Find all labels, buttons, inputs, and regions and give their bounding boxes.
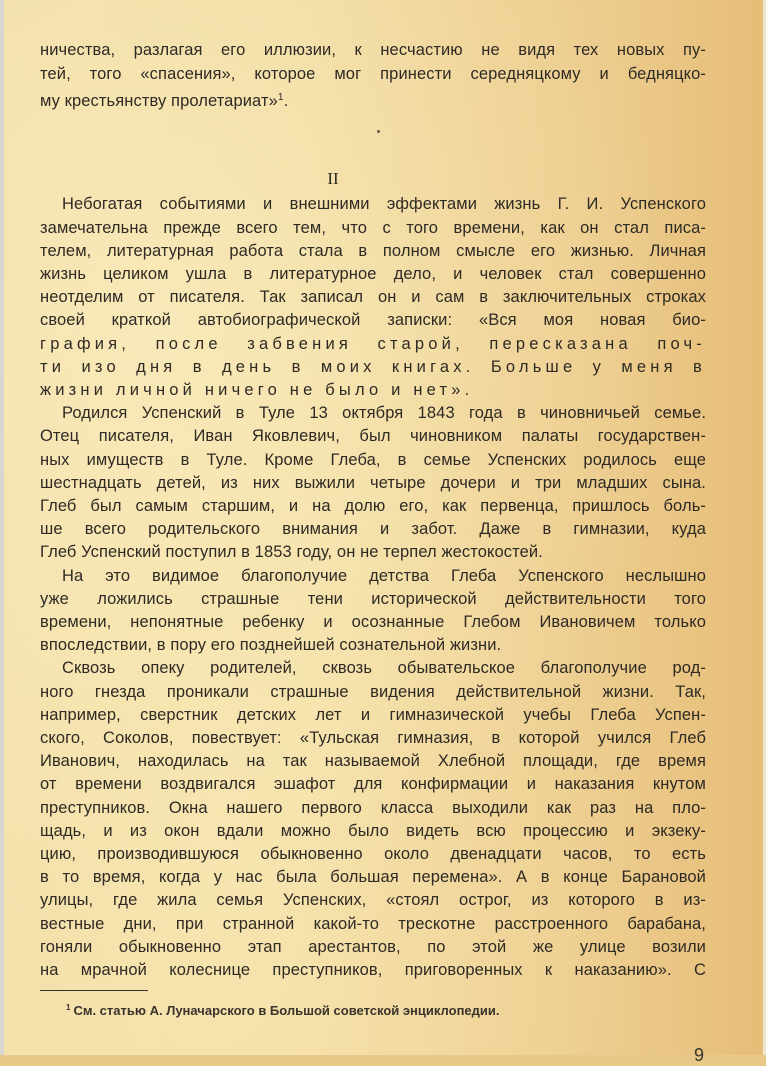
text-line: цию, производившуюся обыкновенно около двенадцати часов, то есть (40, 845, 706, 863)
text-line: Отец писателя, Иван Яковлевич, был чиновником палаты государствен- (40, 427, 706, 445)
text-line: графия, после забвения старой, пересказана поч- (40, 335, 706, 353)
text-line: ского, Соколов, повествует: «Тульская гимназия, в которой учился Глеб (40, 729, 706, 747)
text-line: впоследствии, в пору его позднейшей сознательной жизни. (40, 636, 502, 654)
text-line: улицы, где жила семья Успенских, «стоял острог, из которого в из- (40, 891, 706, 909)
page-number: 9 (694, 1045, 705, 1065)
text-line: преступников. Окна нашего первого класса выходили как раз на пло- (40, 799, 706, 817)
text-line: ше всего родительского внимания и забот. Даже в гимназии, куда (40, 520, 706, 538)
text-line: жизнь целиком ушла в литературное дело, и человек стал совершенно (40, 265, 706, 283)
text-line-content: му крестьянству пролетариат» (40, 92, 278, 110)
text-line: вестные дни, при странной какой-то трескотне расстроенного барабана, (40, 915, 706, 933)
text-line: например, сверстник детских лет и гимназической учебы Глеба Успен- (40, 706, 706, 724)
text-line: шестнадцать детей, из них выжили четыре дочери и три младших сына. (40, 474, 706, 492)
text-line: в то время, когда у нас была большая перемена». А в конце Барановой (40, 868, 706, 886)
text-line: ничества, разлагая его иллюзии, к несчастию не видя тех новых пу- (40, 41, 706, 59)
text-line: му крестьянству пролетариат»$^1$. (40, 92, 289, 110)
section-number: II (327, 169, 339, 188)
text-line: телем, литературная работа стала в полном смысле его жизнью. Личная (40, 242, 706, 260)
text-line: на мрачной колеснице преступников, приговоренных к наказанию». С (40, 961, 706, 979)
ink-speck (377, 130, 380, 133)
footnote (66, 1003, 500, 1018)
text-line: времени, непонятные ребенку и осознанные Глебом Ивановичем только (40, 613, 706, 631)
text-line: от времени воздвигался эшафот для конфирмации и наказания кнутом (40, 775, 706, 793)
text-line: ти изо дня в день в моих книгах. Больше у меня в (40, 358, 706, 376)
text-line: гоняли обыкновенно этап арестантов, по этой же улице возили (40, 938, 706, 956)
text-line: тей, того «спасения», которое мог принести середняцкому и бедняцко- (40, 65, 706, 83)
text-line: ного гнезда проникали страшные видения действительной жизни. Так, (40, 683, 706, 701)
text-line: Глеб был самым старшим, и на долю его, как первенца, пришлось боль- (40, 497, 706, 515)
footnote-text: См. статью А. Луначарского в Большой советской энциклопедии. (73, 1003, 500, 1018)
text-line: неотделим от писателя. Так записал он и сам в заключительных строках (40, 288, 706, 306)
text-line: Глеб Успенский поступил в 1853 году, он не терпел жестокостей. (40, 543, 543, 561)
text-line: Иванович, находилась на так называемой Хлебной площади, где время (40, 752, 706, 770)
text-line: жизни личной ничего не было и нет». (40, 381, 474, 399)
text-line: Родился Успенский в Туле 13 октября 1843 года в чиновничьей семье. (62, 404, 706, 422)
text-line: замечательна прежде всего тем, что с того времени, как он стал писа- (40, 219, 706, 237)
footnote-reference: 1 (277, 92, 284, 103)
text-line: щадь, и из окон вдали можно было видеть всю процессию и экзеку- (40, 822, 706, 840)
footnote-marker: 1 (66, 1003, 71, 1012)
text-line: Сквозь опеку родителей, сквозь обывательское благополучие род- (62, 659, 706, 677)
footnote-separator (40, 990, 148, 991)
text-line: уже ложились страшные тени исторической действительности того (40, 590, 706, 608)
text-line: На это видимое благополучие детства Глеба Успенского неслышно (62, 567, 706, 585)
text-line: Небогатая событиями и внешними эффектами жизнь Г. И. Успенского (62, 195, 706, 213)
text-line: своей краткой автобиографической записки: «Вся моя новая био- (40, 311, 706, 329)
scan-left-edge (0, 0, 4, 1055)
text-line: ных имуществ в Туле. Кроме Глеба, в семье Успенских родилось еще (40, 451, 706, 469)
